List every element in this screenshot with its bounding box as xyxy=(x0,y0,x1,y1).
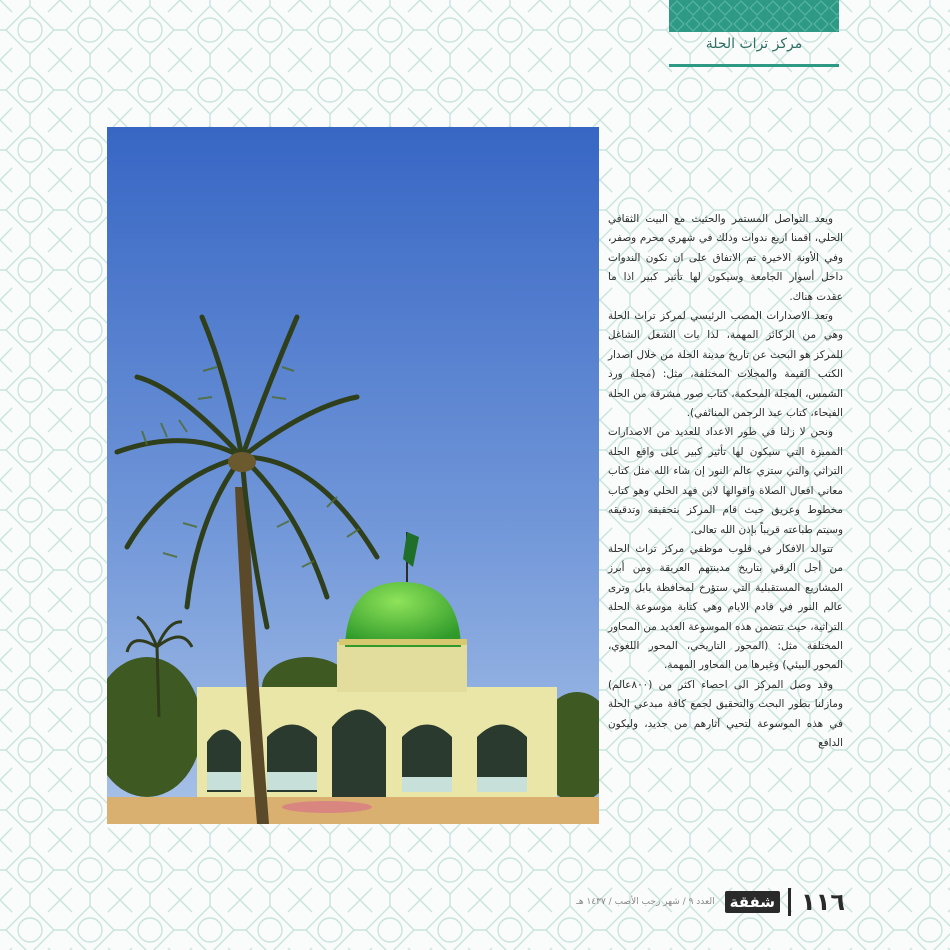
article-paragraph: وقد وصل المركز الى احصاء اكثر من (٨٠٠عالم) ومازلنا بطور البحث والتحقيق لجمع كافة مبدعي الحلة في هذه الموسوعة لتحيي آثارهم من جديد، وليكون الدافع xyxy=(608,678,843,749)
shrine-photo xyxy=(107,127,599,824)
header-ornament-band xyxy=(669,0,839,32)
issue-info: العدد ٩ / شهر رجب الأصب / ١٤٣٧ هـ xyxy=(576,897,715,907)
magazine-logo: شفقة xyxy=(725,891,780,913)
article-paragraph: تتوالد الافكار في قلوب موظفي مركز تراث الحلة من أجل الرقي بتاريخ مدينتهم العريقة ومن أبرز المشاريع المستقبلية التي ستؤرخ لمحافظة بابل وترى عالم النور في قادم الايام وهي كتابة موسوعة الحلة التراثية، حيث تتضمن هذه الموسوعة العديد من المحاور المختلفة مثل: (المحور التاريخي، المحور اللغوي، المحور البيئي) وغيرها من المحاور المهمة. xyxy=(608,542,843,672)
footer-divider xyxy=(788,888,791,916)
section-title-underline xyxy=(669,64,839,67)
ornament-pattern-icon xyxy=(669,0,839,32)
article-paragraph: ونحن لا زلنا في طور الاعداد للعديد من الاصدارات المميزة التي سيكون لها تأثير كبير على واقع الحلة التراثي والتي ستري عالم النور إن شاء الله مثل كتاب معاني افعال الصلاة واقوالها لابن فهد الحلي وهو كتاب مخطوط وعريق حيث قام المركز بتحقيقه وتدقيقه وسيتم طباعته قريباً بإذن الله تعالى. xyxy=(608,426,843,536)
article-paragraph: ويعد التواصل المستمر والحثيث مع البيت الثقافي الحلي، اقمنا اربع ندوات وذلك في شهري محرم وصفر، وفي الأونة الاخيرة تم الاتفاق على ان تكون الندوات داخل أسوار الجامعة وسيكون لها تأثير كبير اذا ما عقدت هناك. xyxy=(608,213,843,303)
page-number: ١١٦ xyxy=(801,888,845,916)
article-body xyxy=(608,210,843,753)
page-footer xyxy=(560,882,845,922)
article-paragraph: وتعد الاصدارات المصب الرئيسي لمركز تراث الحلة وهي من الركائز المهمة، لذا بات الشغل الشاغل للمركز هو البحث عن تاريخ مدينة الحلة من خلال اصدار الكتب القيمة والمجلات المختلفة، مثل: (مجلة ورد الشمس، المجلة المحكمة، كتاب صور مشرقة من الحلة الفيحاء، كتاب عبد الرحمن المنائفي). xyxy=(608,310,843,420)
section-title: مركز تراث الحلة xyxy=(705,36,803,52)
